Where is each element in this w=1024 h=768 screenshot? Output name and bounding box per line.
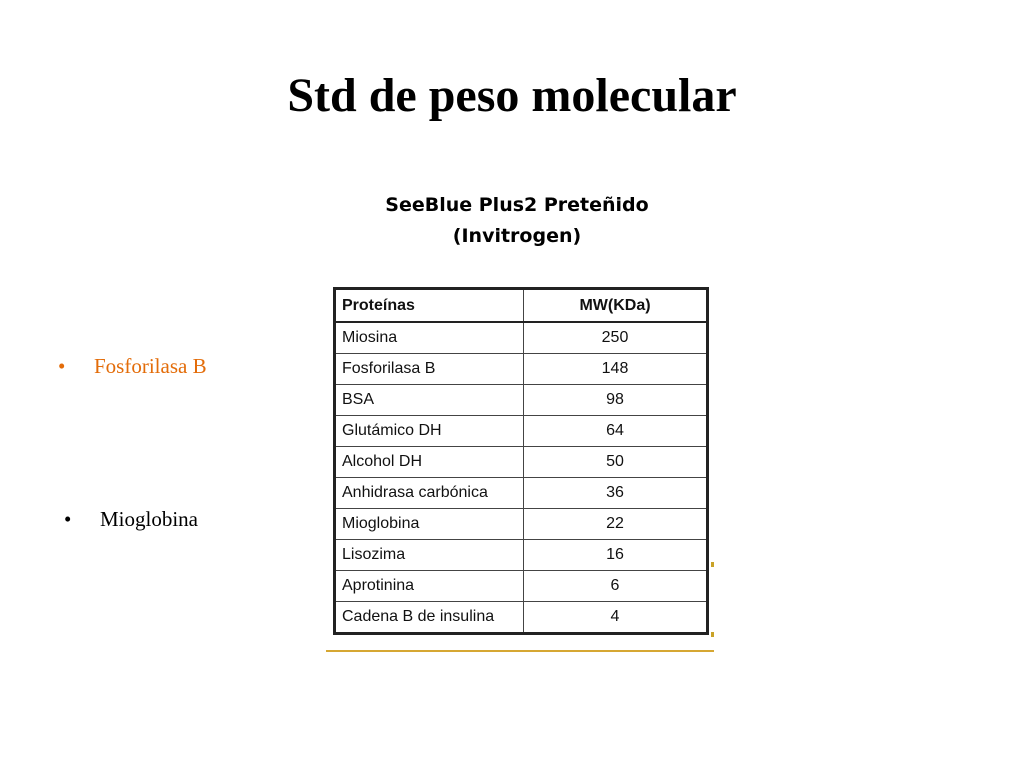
- table-row: [335, 354, 708, 385]
- table-row: [335, 322, 708, 354]
- protein-name-cell: Cadena B de insulina: [335, 602, 524, 634]
- header-mw: MW(KDa): [524, 289, 708, 323]
- mw-value-cell: 22: [524, 509, 708, 540]
- molecular-weight-table: [333, 287, 709, 635]
- table-row: [335, 602, 708, 634]
- decorative-tick-mark: [711, 632, 714, 637]
- table-row: [335, 509, 708, 540]
- mw-value-cell: 36: [524, 478, 708, 509]
- table-caption-line-2: (Invitrogen): [452, 225, 582, 247]
- slide-title: Std de peso molecular: [287, 69, 737, 122]
- table-caption-line-1: SeeBlue Plus2 Preteñido: [385, 194, 649, 216]
- mw-value-cell: 50: [524, 447, 708, 478]
- mw-value-cell: 98: [524, 385, 708, 416]
- protein-name-cell: Lisozima: [335, 540, 524, 571]
- table-row: [335, 478, 708, 509]
- bullet-marker: •: [58, 354, 66, 378]
- protein-name-cell: Alcohol DH: [335, 447, 524, 478]
- protein-name-cell: Mioglobina: [335, 509, 524, 540]
- mw-value-cell: 16: [524, 540, 708, 571]
- table-row: [335, 540, 708, 571]
- molecular-weight-table-container: [333, 287, 709, 639]
- table-caption: [362, 190, 672, 252]
- protein-name-cell: Aprotinina: [335, 571, 524, 602]
- protein-name-cell: Miosina: [335, 322, 524, 354]
- mw-value-cell: 250: [524, 322, 708, 354]
- protein-name-cell: Fosforilasa B: [335, 354, 524, 385]
- protein-name-cell: Anhidrasa carbónica: [335, 478, 524, 509]
- bullet-item-mioglobina: [64, 507, 198, 532]
- bullet-label: Mioglobina: [100, 507, 198, 531]
- table-row: [335, 416, 708, 447]
- mw-value-cell: 148: [524, 354, 708, 385]
- mw-value-cell: 4: [524, 602, 708, 634]
- bullet-item-fosforilasa: [58, 354, 207, 379]
- table-underline-rule: [326, 650, 714, 652]
- table-row: [335, 447, 708, 478]
- protein-name-cell: BSA: [335, 385, 524, 416]
- header-proteinas: Proteínas: [335, 289, 524, 323]
- bullet-label: Fosforilasa B: [94, 354, 207, 378]
- decorative-tick-mark: [711, 562, 714, 567]
- table-header-row: [335, 289, 708, 323]
- mw-value-cell: 6: [524, 571, 708, 602]
- table-row: [335, 385, 708, 416]
- protein-name-cell: Glutámico DH: [335, 416, 524, 447]
- table-row: [335, 571, 708, 602]
- mw-value-cell: 64: [524, 416, 708, 447]
- bullet-marker: •: [64, 507, 72, 531]
